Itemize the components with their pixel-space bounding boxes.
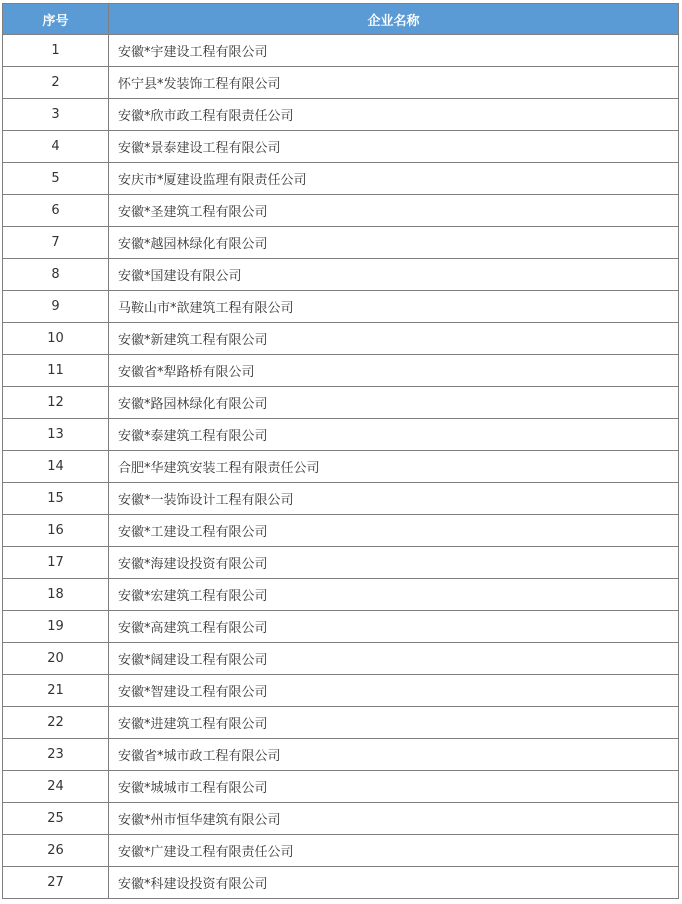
row-index: 3 (3, 99, 109, 131)
table-row (3, 195, 679, 227)
row-index: 11 (3, 355, 109, 387)
table-row (3, 227, 679, 259)
table-row (3, 163, 679, 195)
table-row (3, 611, 679, 643)
row-index: 8 (3, 259, 109, 291)
table-row (3, 35, 679, 67)
row-index: 4 (3, 131, 109, 163)
company-name: 安徽*新建筑工程有限公司 (109, 323, 679, 355)
table-row (3, 771, 679, 803)
row-index: 5 (3, 163, 109, 195)
table-row (3, 867, 679, 899)
row-index: 2 (3, 67, 109, 99)
company-name: 怀宁县*发装饰工程有限公司 (109, 67, 679, 99)
table-row (3, 259, 679, 291)
row-index: 17 (3, 547, 109, 579)
row-index: 12 (3, 387, 109, 419)
row-index: 22 (3, 707, 109, 739)
company-name: 安徽*一装饰设计工程有限公司 (109, 483, 679, 515)
company-name: 安徽省*犁路桥有限公司 (109, 355, 679, 387)
row-index: 27 (3, 867, 109, 899)
company-name: 安徽*圣建筑工程有限公司 (109, 195, 679, 227)
table-row (3, 707, 679, 739)
row-index: 21 (3, 675, 109, 707)
header-index: 序号 (3, 4, 109, 35)
table-row (3, 451, 679, 483)
row-index: 26 (3, 835, 109, 867)
row-index: 19 (3, 611, 109, 643)
table-row (3, 739, 679, 771)
company-name: 安徽*越园林绿化有限公司 (109, 227, 679, 259)
table-row (3, 483, 679, 515)
company-name: 马鞍山市*歆建筑工程有限公司 (109, 291, 679, 323)
row-index: 10 (3, 323, 109, 355)
table-row (3, 675, 679, 707)
company-name: 安徽*工建设工程有限公司 (109, 515, 679, 547)
company-name: 安徽*科建设投资有限公司 (109, 867, 679, 899)
header-row (3, 4, 679, 35)
company-name: 安徽*路园林绿化有限公司 (109, 387, 679, 419)
company-name: 安徽*广建设工程有限责任公司 (109, 835, 679, 867)
table-row (3, 419, 679, 451)
company-name: 安徽*国建设有限公司 (109, 259, 679, 291)
company-name: 安庆市*厦建设监理有限责任公司 (109, 163, 679, 195)
header-company-name: 企业名称 (109, 4, 679, 35)
company-name: 安徽省*城市政工程有限公司 (109, 739, 679, 771)
row-index: 18 (3, 579, 109, 611)
table-row (3, 355, 679, 387)
company-name: 安徽*欣市政工程有限责任公司 (109, 99, 679, 131)
table-row (3, 579, 679, 611)
row-index: 24 (3, 771, 109, 803)
table-row (3, 131, 679, 163)
company-name: 合肥*华建筑安装工程有限责任公司 (109, 451, 679, 483)
row-index: 14 (3, 451, 109, 483)
row-index: 20 (3, 643, 109, 675)
row-index: 13 (3, 419, 109, 451)
row-index: 15 (3, 483, 109, 515)
row-index: 25 (3, 803, 109, 835)
table-row (3, 323, 679, 355)
row-index: 1 (3, 35, 109, 67)
row-index: 6 (3, 195, 109, 227)
table-row (3, 387, 679, 419)
company-name: 安徽*阔建设工程有限公司 (109, 643, 679, 675)
row-index: 23 (3, 739, 109, 771)
company-table (2, 3, 679, 899)
table-row (3, 643, 679, 675)
table-row (3, 803, 679, 835)
row-index: 7 (3, 227, 109, 259)
table-row (3, 291, 679, 323)
company-name: 安徽*宇建设工程有限公司 (109, 35, 679, 67)
row-index: 9 (3, 291, 109, 323)
table-row (3, 515, 679, 547)
company-name: 安徽*州市恒华建筑有限公司 (109, 803, 679, 835)
company-name: 安徽*景泰建设工程有限公司 (109, 131, 679, 163)
table-row (3, 835, 679, 867)
company-name: 安徽*智建设工程有限公司 (109, 675, 679, 707)
row-index: 16 (3, 515, 109, 547)
company-name: 安徽*海建设投资有限公司 (109, 547, 679, 579)
company-name: 安徽*城城市工程有限公司 (109, 771, 679, 803)
table-row (3, 67, 679, 99)
company-name: 安徽*宏建筑工程有限公司 (109, 579, 679, 611)
table-row (3, 547, 679, 579)
table-row (3, 99, 679, 131)
company-name: 安徽*高建筑工程有限公司 (109, 611, 679, 643)
company-name: 安徽*进建筑工程有限公司 (109, 707, 679, 739)
company-name: 安徽*泰建筑工程有限公司 (109, 419, 679, 451)
